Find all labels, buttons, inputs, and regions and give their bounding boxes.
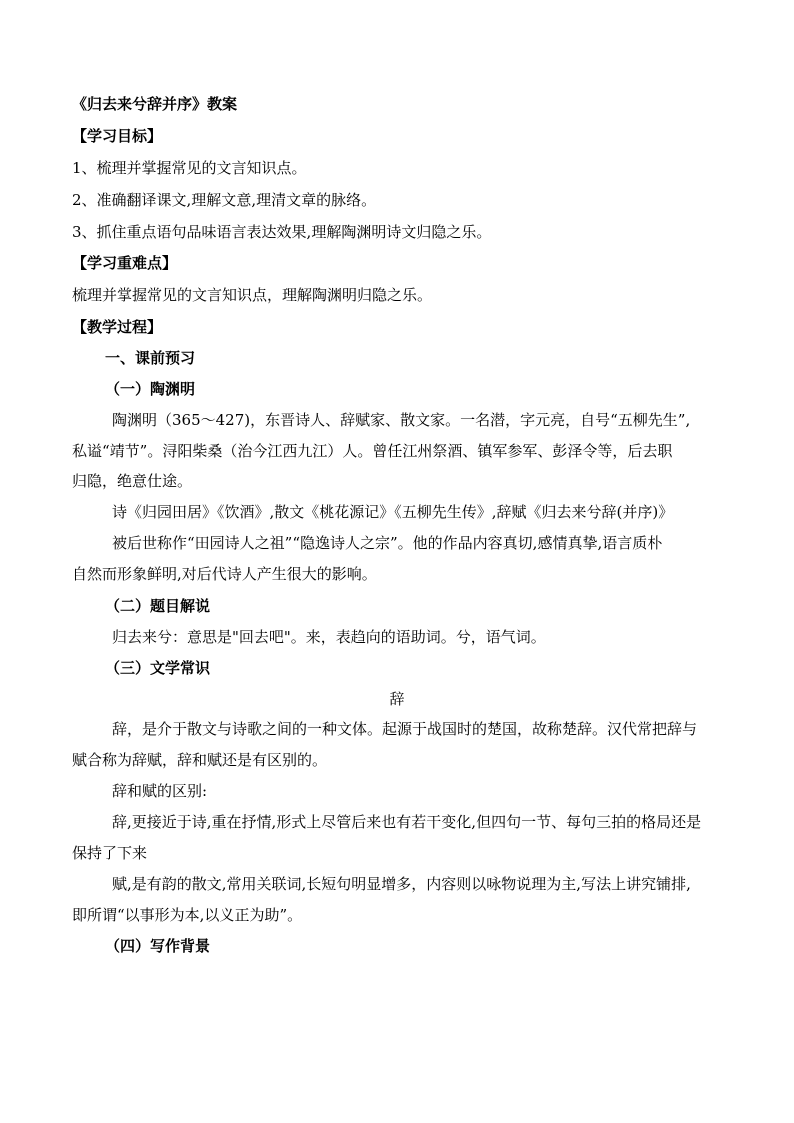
paragraph-line: 即所谓“以事形为本,以义正为助”。 <box>72 906 303 924</box>
paragraph-line: 诗《归园田居》《饮酒》,散文《桃花源记》《五柳先生传》,辞赋《归去来兮辞(并序)》 <box>112 503 674 521</box>
paragraph-line: 自然而形象鲜明,对后代诗人产生很大的影响。 <box>72 565 377 583</box>
section-heading-background: （四）写作背景 <box>105 937 211 955</box>
part1-heading: 一、课前预习 <box>105 349 196 367</box>
process-heading: 【教学过程】 <box>72 318 163 336</box>
section-heading-title-explanation: （二）题目解说 <box>105 597 211 615</box>
paragraph-line: 被后世称作“田园诗人之祖”“隐逸诗人之宗”。他的作品内容真切,感情真挚,语言质朴 <box>112 534 663 552</box>
paragraph-line: 陶渊明（365～427)，东晋诗人、辞赋家、散文家。一名潜，字元亮，自号“五柳先生”, <box>112 411 691 429</box>
document-title: 《归去来兮辞并序》教案 <box>72 95 238 113</box>
ci-title: 辞 <box>389 690 405 708</box>
paragraph-line: 辞，是介于散文与诗歌之间的一种文体。起源于战国时的楚国，故称楚辞。汉代常把辞与 <box>112 720 698 738</box>
paragraph-line: 辞和赋的区别: <box>112 782 208 800</box>
paragraph-line: 赋,是有韵的散文,常用关联词,长短句明显增多，内容则以咏物说理为主,写法上讲究铺排, <box>112 875 691 893</box>
paragraph-line: 归隐，绝意仕途。 <box>72 472 193 490</box>
goal-item: 3、抓住重点语句品味语言表达效果,理解陶渊明诗文归隐之乐。 <box>72 223 492 241</box>
paragraph-line: 私谥“靖节”。浔阳柴桑（治今江西九江）人。曾任江州祭酒、镇军参军、彭泽令等，后去职 <box>72 442 673 460</box>
goal-item: 2、准确翻译课文,理解文意,理清文章的脉络。 <box>72 191 377 209</box>
key-points-heading: 【学习重难点】 <box>72 254 178 272</box>
goal-item: 1、梳理并掌握常见的文言知识点。 <box>72 159 307 177</box>
section-heading-tao-yuanming: （一）陶渊明 <box>105 380 196 398</box>
goals-heading: 【学习目标】 <box>72 127 163 145</box>
key-points-text: 梳理并掌握常见的文言知识点，理解陶渊明归隐之乐。 <box>72 286 433 304</box>
paragraph-line: 赋合称为辞赋，辞和赋还是有区别的。 <box>72 751 328 769</box>
paragraph-line: 保持了下来 <box>72 844 148 862</box>
paragraph-line: 辞,更接近于诗,重在抒情,形式上尽管后来也有若干变化,但四句一节、每句三拍的格局还是 <box>112 813 702 831</box>
section-heading-literary-knowledge: （三）文学常识 <box>105 659 211 677</box>
paragraph-line: 归去来兮：意思是"回去吧"。来，表趋向的语助词。兮，语气词。 <box>112 628 546 646</box>
